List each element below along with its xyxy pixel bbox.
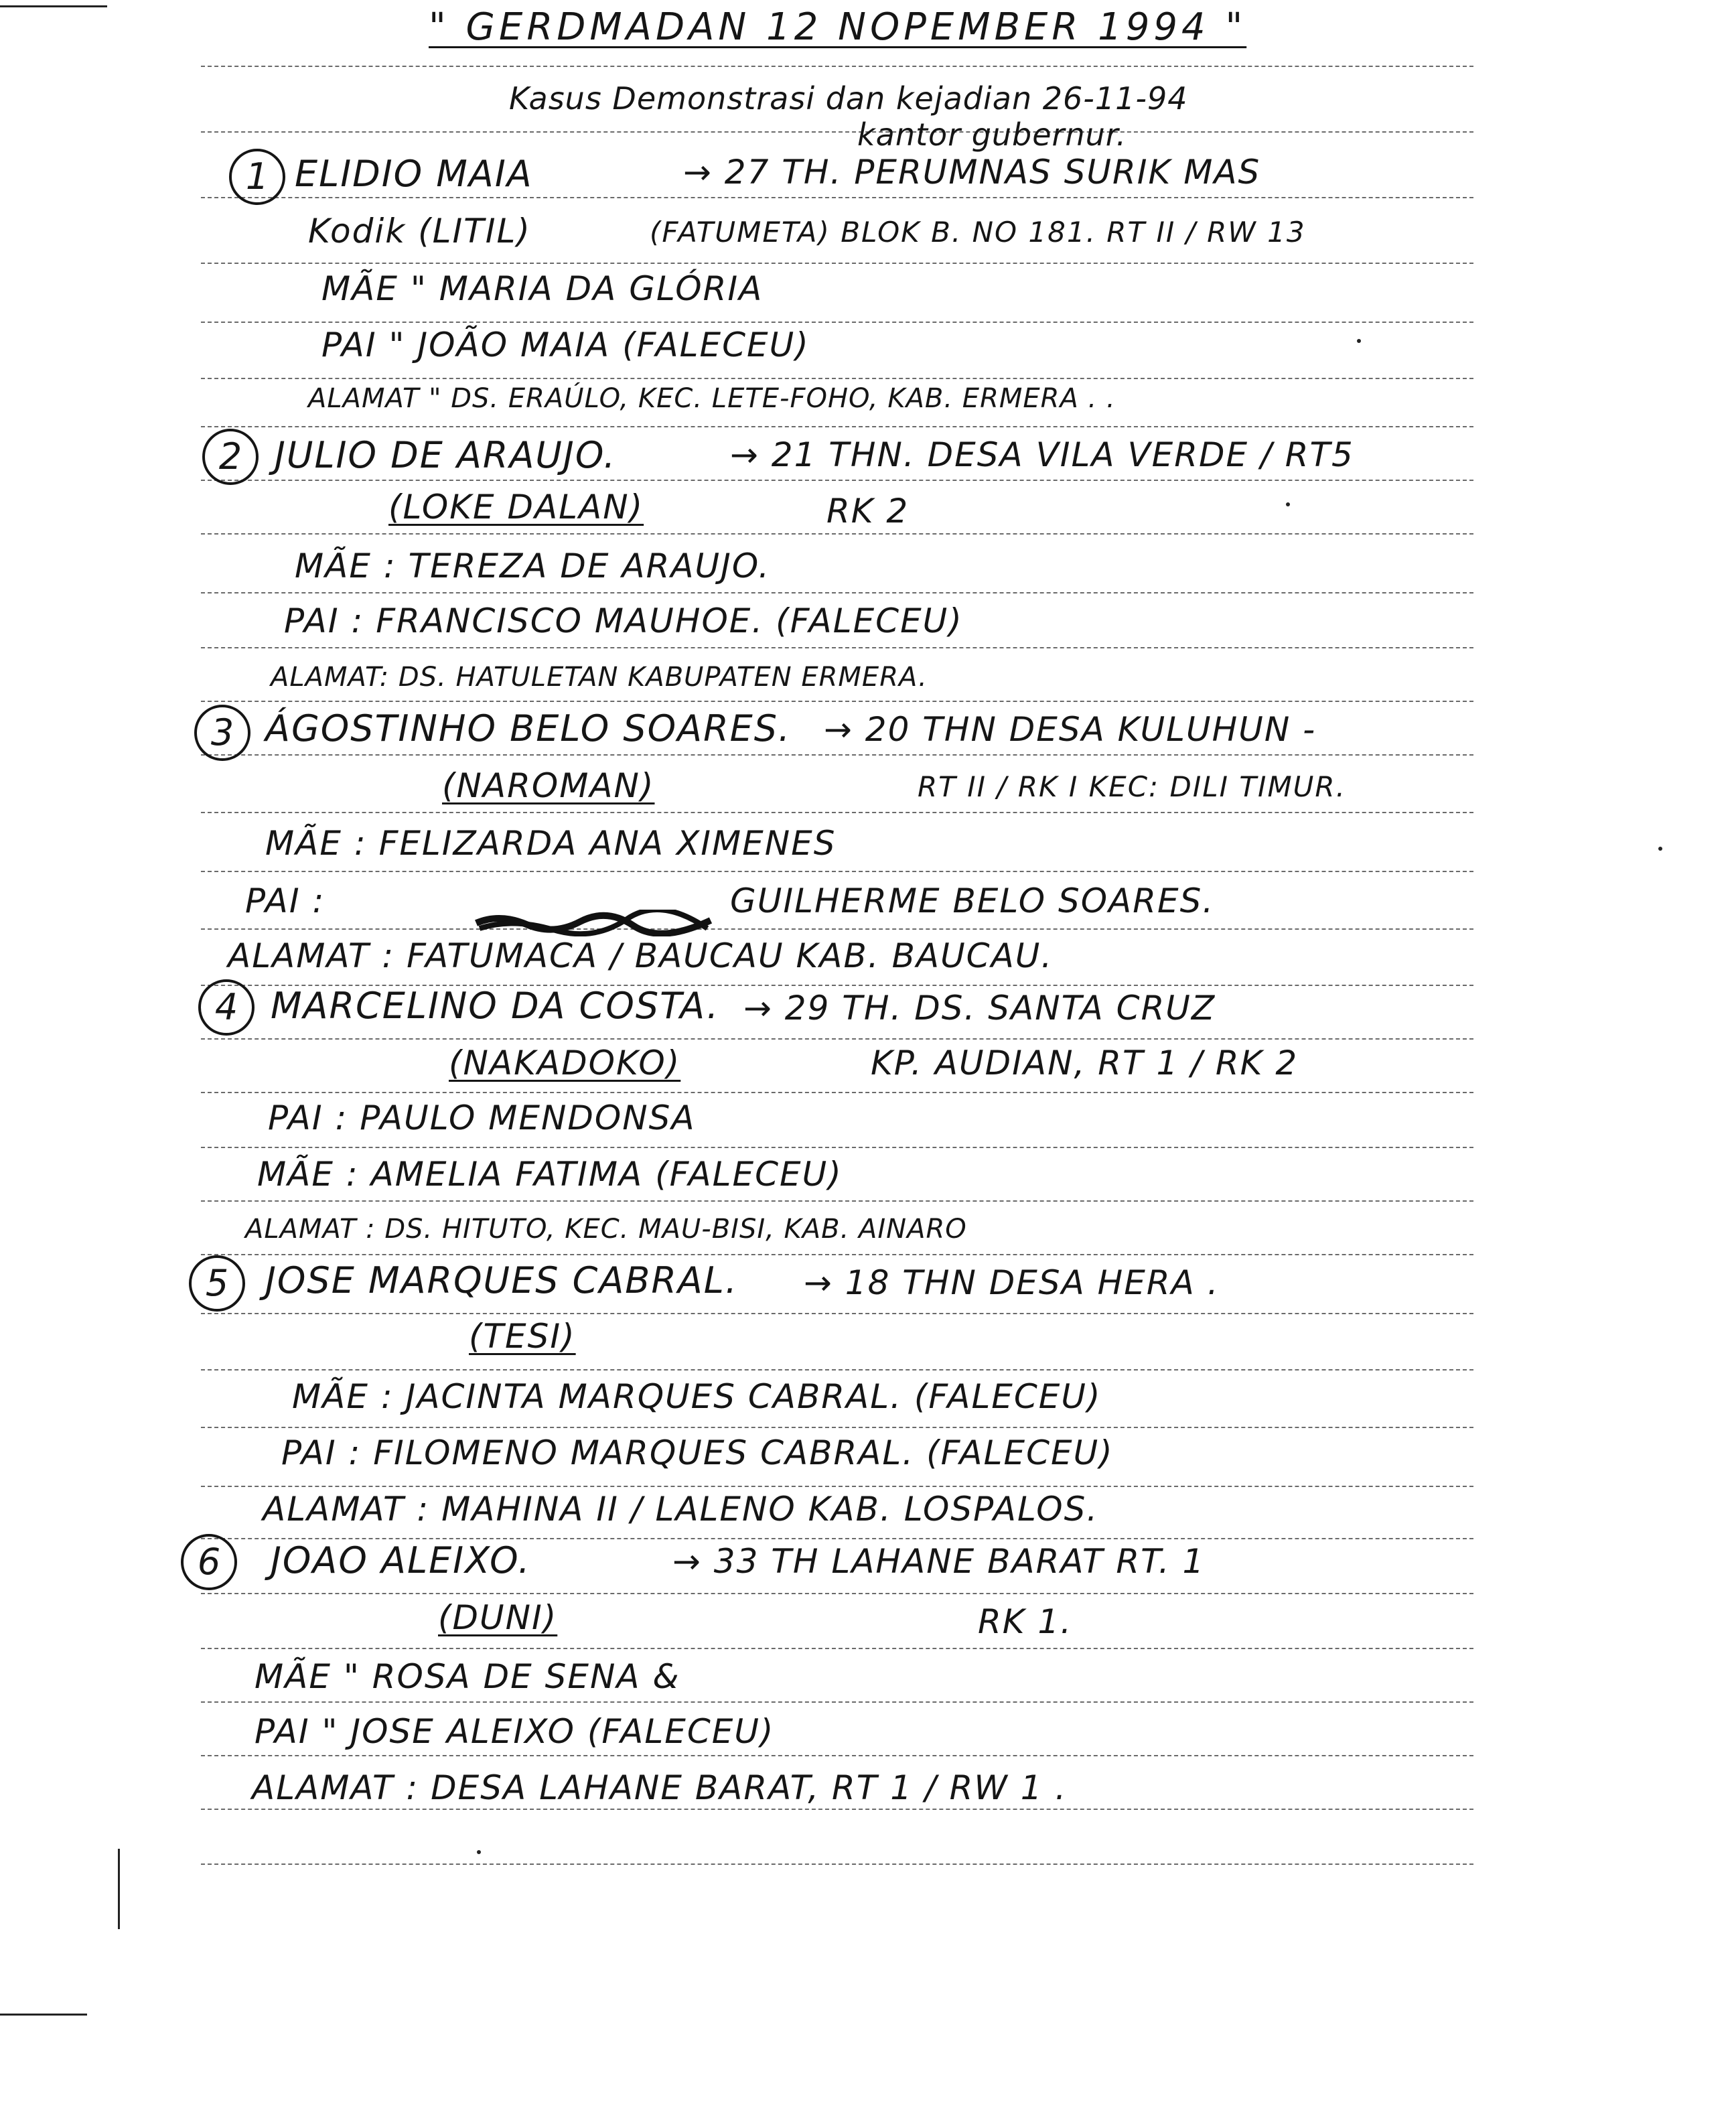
entry-name: ÁGOSTINHO BELO SOARES. [265,707,792,750]
entry-address: ALAMAT: DS. HATULETAN KABUPATEN ERMERA. [271,662,928,693]
ruled-line [201,1254,1473,1255]
entry-nickname: (LOKE DALAN) [388,488,644,526]
page-subtitle: Kasus Demonstrasi dan kejadian 26-11-94 [509,80,1188,117]
entry-details: → 21 THN. DESA VILA VERDE / RT5 [730,435,1354,474]
ruled-line [201,378,1473,379]
ruled-line [201,322,1473,323]
entry-father: PAI : PAULO MENDONSA [268,1099,696,1137]
entry-father: PAI : FRANCISCO MAUHOE. (FALECEU) [284,602,963,640]
ruled-line [201,131,1473,133]
entry-location: RK 2 [826,492,910,531]
ruled-line [201,871,1473,872]
entry-number-circle: 5 [189,1255,245,1312]
margin-vertical-mark [118,1849,120,1929]
crossed-out-scribble [473,910,714,936]
ruled-line [201,592,1473,593]
entry-location: (FATUMETA) BLOK B. NO 181. RT II / RW 13 [650,216,1306,249]
entry-location: RK 1. [978,1602,1073,1641]
ruled-line [201,197,1473,198]
entry-details: → 20 THN DESA KULUHUN - [824,710,1317,749]
ruled-line [201,1427,1473,1428]
margin-mark-bottom [0,2014,87,2016]
entry-mother: MÃE : AMELIA FATIMA (FALECEU) [257,1155,843,1194]
entry-nickname: Kodik (LITIL) [308,212,531,251]
ruled-line [201,647,1473,648]
entry-father: PAI " JOÃO MAIA (FALECEU) [321,326,810,364]
entry-number-circle: 1 [229,149,285,205]
stray-dot [1286,502,1290,506]
ruled-line [201,1863,1473,1865]
ruled-line [201,1313,1473,1314]
entry-address: ALAMAT : FATUMACA / BAUCAU KAB. BAUCAU. [228,936,1054,975]
entry-details: → 27 TH. PERUMNAS SURIK MAS [683,153,1261,192]
entry-father: GUILHERME BELO SOARES. [730,882,1215,920]
ruled-line [201,754,1473,756]
ruled-line [201,1648,1473,1649]
ruled-line [201,1369,1473,1370]
entry-location: RT II / RK I KEC: DILI TIMUR. [918,770,1346,803]
entry-name: MARCELINO DA COSTA. [271,985,720,1027]
margin-mark-top [0,5,107,7]
entry-details: → 18 THN DESA HERA . [804,1263,1220,1302]
entry-nickname: (NAROMAN) [442,766,655,805]
entry-nickname: (NAKADOKO) [449,1044,681,1082]
stray-dot [1357,339,1361,343]
entry-mother: MÃE " MARIA DA GLÓRIA [321,269,764,308]
entry-father: PAI : FILOMENO MARQUES CABRAL. (FALECEU) [281,1433,1114,1472]
entry-name: JULIO DE ARAUJO. [275,434,617,476]
stray-dot [1658,847,1662,851]
ruled-line [201,1701,1473,1703]
entry-details: → 33 TH LAHANE BARAT RT. 1 [672,1542,1206,1581]
page-title: " GERDMADAN 12 NOPEMBER 1994 " [429,5,1247,49]
entry-details: → 29 TH. DS. SANTA CRUZ [743,989,1216,1028]
entry-nickname: (TESI) [469,1317,576,1356]
ruled-line [201,66,1473,67]
entry-number-circle: 2 [202,429,259,485]
entry-name: ELIDIO MAIA [295,153,533,195]
entry-mother: MÃE : FELIZARDA ANA XIMENES [265,824,837,863]
entry-mother: MÃE : TEREZA DE ARAUJO. [295,547,771,585]
entry-name: JOSE MARQUES CABRAL. [265,1259,739,1302]
entry-address: ALAMAT : MAHINA II / LALENO KAB. LOSPALOS. [263,1490,1099,1529]
entry-number-circle: 3 [194,705,250,761]
entry-father: PAI " JOSE ALEIXO (FALECEU) [255,1712,775,1751]
ruled-line [201,1809,1473,1810]
ruled-line [201,928,1473,930]
entry-number-circle: 4 [198,979,255,1036]
page-subtitle-2: kantor gubernur. [857,117,1127,153]
entry-father-label: PAI : [245,882,326,920]
entry-nickname: (DUNI) [438,1598,558,1637]
ruled-line [201,480,1473,481]
entry-address: ALAMAT : DESA LAHANE BARAT, RT 1 / RW 1 . [252,1768,1068,1807]
entry-mother: MÃE " ROSA DE SENA & [255,1657,680,1696]
stray-dot [477,1850,481,1854]
ruled-line [201,1147,1473,1148]
ruled-line [201,1200,1473,1202]
entry-address: ALAMAT " DS. ERAÚLO, KEC. LETE-FOHO, KAB. ERMERA . . [308,383,1116,414]
ruled-line [201,1038,1473,1040]
ruled-line [201,701,1473,702]
entry-number-circle: 6 [181,1534,237,1590]
ruled-line [201,1593,1473,1594]
ruled-line [201,263,1473,264]
entry-location: KP. AUDIAN, RT 1 / RK 2 [871,1044,1299,1082]
entry-address: ALAMAT : DS. HITUTO, KEC. MAU-BISI, KAB. AINARO [245,1214,967,1245]
ruled-line [201,812,1473,813]
ruled-line [201,533,1473,535]
ruled-line [201,1486,1473,1487]
entry-mother: MÃE : JACINTA MARQUES CABRAL. (FALECEU) [292,1377,1102,1416]
ruled-line [201,1755,1473,1756]
ruled-line [201,426,1473,427]
entry-name: JOAO ALEIXO. [271,1539,531,1581]
ruled-line [201,1092,1473,1093]
